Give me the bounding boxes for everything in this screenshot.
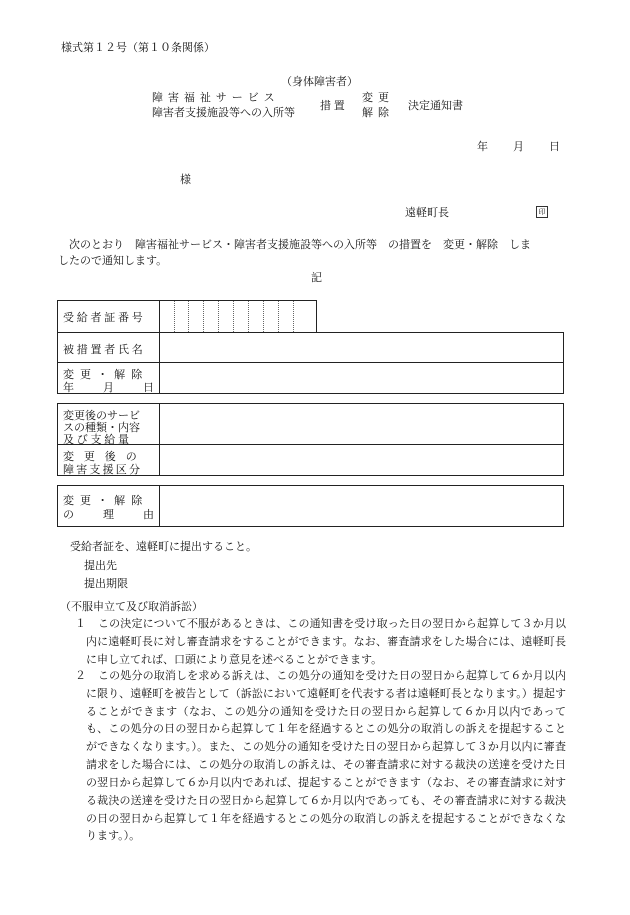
change-label: 変更 [362, 91, 394, 104]
reason-char-3: 由 [143, 508, 154, 521]
digit-divider [188, 301, 189, 332]
name-label: 被措置者氏名 [63, 343, 146, 356]
reason-box [57, 485, 564, 527]
support-label-1: 変更後の [63, 450, 147, 463]
date-year-label: 年 [63, 381, 74, 394]
issuer-name: 遠軽町長 [405, 206, 449, 219]
name-date-box [57, 332, 564, 394]
date-month: 月 [513, 140, 524, 153]
digit-divider [233, 301, 234, 332]
ki-label: 記 [311, 271, 322, 284]
digit-divider [218, 301, 219, 332]
date-year: 年 [477, 140, 488, 153]
service-label-2: スの種類・内容 [63, 421, 140, 434]
digit-divider [248, 301, 249, 332]
cert-number-text: 受給者証番号 [63, 310, 146, 324]
digit-divider [174, 301, 175, 332]
seal-mark: 印 [536, 206, 548, 218]
submit-destination: 提出先 [84, 559, 117, 572]
cert-number-box [57, 300, 317, 333]
submit-instruction: 受給者証を、遠軽町に提出すること。 [70, 540, 257, 553]
appeal-item-1: この決定について不服があるときは、この通知書を受け取った日の翌日から起算して３か月以内に遠軽町長に対し審査請求をすることができます。なお、審査請求をした場合には、遠軽町長に申し立てれば、口頭により意見を述べることができます。 [86, 617, 566, 666]
date-day: 日 [549, 140, 560, 153]
measure-label: 措置 [320, 99, 348, 112]
support-label-2: 障害支援区分 [63, 463, 143, 476]
date-day-label: 日 [143, 381, 154, 394]
doc-type-label: 決定通知書 [408, 99, 463, 112]
appeal-item-2-number: ２ [75, 669, 86, 682]
service-box [57, 403, 564, 476]
change-date-label-1: 変更・解除 [63, 368, 149, 381]
appeal-item-1-number: １ [75, 617, 86, 630]
cancel-label: 解除 [362, 106, 394, 119]
service-label-3: 及び支給量 [63, 433, 132, 446]
reason-label-2 [63, 506, 154, 522]
reason-label-1: 変更・解除 [63, 494, 149, 507]
recipient-suffix: 様 [180, 173, 191, 186]
reason-char-1: の [63, 508, 74, 521]
reason-labels [58, 486, 160, 526]
appeal-item-2: この処分の取消しを求める訴えは、この処分の通知を受けた日の翌日から起算して６か月以内に限り、遠軽町を被告として（訴訟において遠軽町を代表する者は遠軽町長となります。）提起することができます（なお、この処分の通知を受けた日の翌日から起算して６か月以内であっても、この処分の日の翌日から起算して１年を経過するとこの処分の取消しの訴えを提起することができなくなります。）。また、この処分の通知を受けた日の翌日から起算して３か月以内に審査請求をした場合には、この処分の取消しの訴えは、その審査請求に対する裁決の送達を受けた日の翌日から起算して６か月以内であれば、提起することができます（なお、その審査請求に対する裁決の送達を受けた日の翌日から起算して６か月以内であっても、その審査請求に対する裁決の日の翌日から起算して１年を経過するとこの処分の取消しの訴えを提起することができなくなります。）。 [86, 669, 566, 843]
digit-divider [263, 301, 264, 332]
change-date-label-2 [63, 379, 154, 395]
appeal-heading: （不服申立て及び取消訴訟） [60, 600, 203, 613]
service-label-1: 変更後のサービ [63, 409, 140, 422]
cert-number-label [58, 301, 160, 332]
date-month-label: 月 [103, 381, 114, 394]
row-divider [58, 444, 563, 445]
row-divider [58, 362, 563, 363]
service-line-2: 障害者支援施設等への入所等 [152, 106, 295, 119]
digit-divider [278, 301, 279, 332]
intro-line-2: したので通知します。 [58, 254, 168, 267]
digit-divider [293, 301, 294, 332]
name-date-labels [58, 333, 160, 393]
digit-divider [203, 301, 204, 332]
form-number: 様式第１２号（第１０条関係） [61, 41, 215, 54]
service-labels [58, 404, 160, 475]
intro-line-1: 次のとおり 障害福祉サービス・障害者支援施設等への入所等 の措置を 変更・解除 しま [69, 238, 531, 251]
submit-deadline: 提出期限 [84, 577, 128, 590]
category-label: （身体障害者） [281, 75, 358, 88]
service-line-1: 障害福祉サービス [152, 91, 280, 104]
reason-char-2: 理 [103, 508, 114, 521]
